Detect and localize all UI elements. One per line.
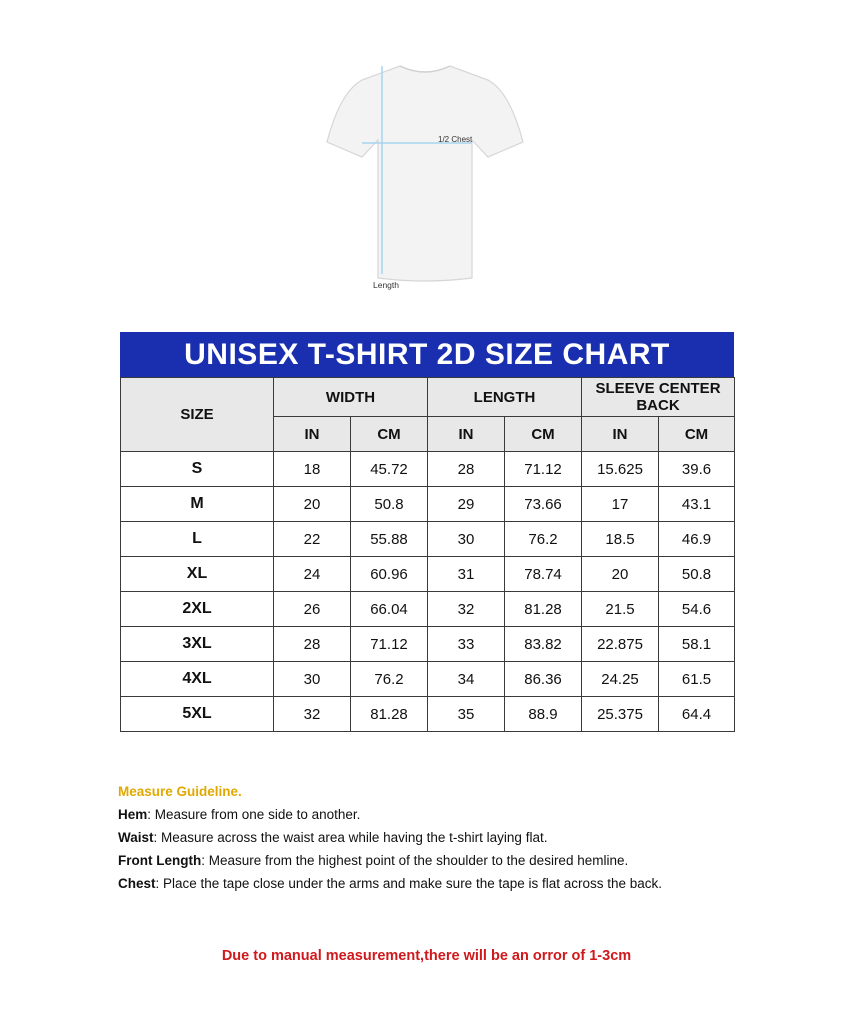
chart-title: UNISEX T-SHIRT 2D SIZE CHART xyxy=(120,332,734,377)
value-cell: 83.82 xyxy=(505,627,582,662)
value-cell: 20 xyxy=(582,557,659,592)
sleeve-header: SLEEVE CENTER BACK xyxy=(582,378,735,417)
chest-label: 1/2 Chest xyxy=(438,135,473,144)
value-cell: 24.25 xyxy=(582,662,659,697)
measure-guideline xyxy=(118,780,818,895)
value-cell: 25.375 xyxy=(582,697,659,732)
value-cell: 54.6 xyxy=(659,592,735,627)
unit-header: CM xyxy=(505,417,582,452)
value-cell: 46.9 xyxy=(659,522,735,557)
value-cell: 28 xyxy=(274,627,351,662)
guide-item-chest: Chest: Place the tape close under the arms and make sure the tape is flat across the back. xyxy=(118,876,663,891)
unit-header: IN xyxy=(428,417,505,452)
value-cell: 26 xyxy=(274,592,351,627)
value-cell: 81.28 xyxy=(505,592,582,627)
unit-header: IN xyxy=(274,417,351,452)
width-header: WIDTH xyxy=(274,378,428,417)
value-cell: 20 xyxy=(274,487,351,522)
size-cell: 3XL xyxy=(121,627,274,662)
guide-item-waist: Waist: Measure across the waist area while having the t-shirt laying flat. xyxy=(118,830,548,845)
value-cell: 32 xyxy=(274,697,351,732)
value-cell: 73.66 xyxy=(505,487,582,522)
value-cell: 88.9 xyxy=(505,697,582,732)
value-cell: 50.8 xyxy=(351,487,428,522)
value-cell: 55.88 xyxy=(351,522,428,557)
size-row xyxy=(121,557,735,592)
value-cell: 71.12 xyxy=(351,627,428,662)
tshirt-diagram xyxy=(300,52,550,302)
value-cell: 60.96 xyxy=(351,557,428,592)
value-cell: 81.28 xyxy=(351,697,428,732)
value-cell: 50.8 xyxy=(659,557,735,592)
value-cell: 29 xyxy=(428,487,505,522)
value-cell: 45.72 xyxy=(351,452,428,487)
unit-header: IN xyxy=(582,417,659,452)
size-row xyxy=(121,662,735,697)
size-cell: L xyxy=(121,522,274,557)
size-cell: 4XL xyxy=(121,662,274,697)
value-cell: 66.04 xyxy=(351,592,428,627)
value-cell: 32 xyxy=(428,592,505,627)
value-cell: 17 xyxy=(582,487,659,522)
size-cell: XL xyxy=(121,557,274,592)
value-cell: 22.875 xyxy=(582,627,659,662)
guide-item-front-length: Front Length: Measure from the highest point of the shoulder to the desired hemline. xyxy=(118,853,629,868)
size-table xyxy=(120,377,735,732)
value-cell: 58.1 xyxy=(659,627,735,662)
size-cell: S xyxy=(121,452,274,487)
size-row xyxy=(121,627,735,662)
value-cell: 33 xyxy=(428,627,505,662)
guide-item-hem: Hem: Measure from one side to another. xyxy=(118,807,361,822)
value-cell: 86.36 xyxy=(505,662,582,697)
value-cell: 64.4 xyxy=(659,697,735,732)
size-chart xyxy=(120,332,734,732)
size-header: SIZE xyxy=(121,378,274,452)
value-cell: 76.2 xyxy=(505,522,582,557)
value-cell: 31 xyxy=(428,557,505,592)
length-header: LENGTH xyxy=(428,378,582,417)
value-cell: 21.5 xyxy=(582,592,659,627)
value-cell: 43.1 xyxy=(659,487,735,522)
value-cell: 76.2 xyxy=(351,662,428,697)
size-row xyxy=(121,487,735,522)
value-cell: 78.74 xyxy=(505,557,582,592)
size-row xyxy=(121,452,735,487)
unit-header: CM xyxy=(659,417,735,452)
value-cell: 35 xyxy=(428,697,505,732)
value-cell: 28 xyxy=(428,452,505,487)
tshirt-icon xyxy=(327,66,523,281)
size-row xyxy=(121,697,735,732)
value-cell: 71.12 xyxy=(505,452,582,487)
unit-header: CM xyxy=(351,417,428,452)
size-cell: 5XL xyxy=(121,697,274,732)
measurement-error-note: Due to manual measurement,there will be an orror of 1-3cm xyxy=(221,948,632,964)
value-cell: 15.625 xyxy=(582,452,659,487)
value-cell: 39.6 xyxy=(659,452,735,487)
guide-heading: Measure Guideline. xyxy=(118,784,242,799)
size-row xyxy=(121,592,735,627)
value-cell: 18 xyxy=(274,452,351,487)
value-cell: 34 xyxy=(428,662,505,697)
value-cell: 61.5 xyxy=(659,662,735,697)
value-cell: 22 xyxy=(274,522,351,557)
value-cell: 30 xyxy=(428,522,505,557)
value-cell: 30 xyxy=(274,662,351,697)
length-label: Length xyxy=(373,280,399,290)
value-cell: 24 xyxy=(274,557,351,592)
size-row xyxy=(121,522,735,557)
size-cell: 2XL xyxy=(121,592,274,627)
size-cell: M xyxy=(121,487,274,522)
value-cell: 18.5 xyxy=(582,522,659,557)
